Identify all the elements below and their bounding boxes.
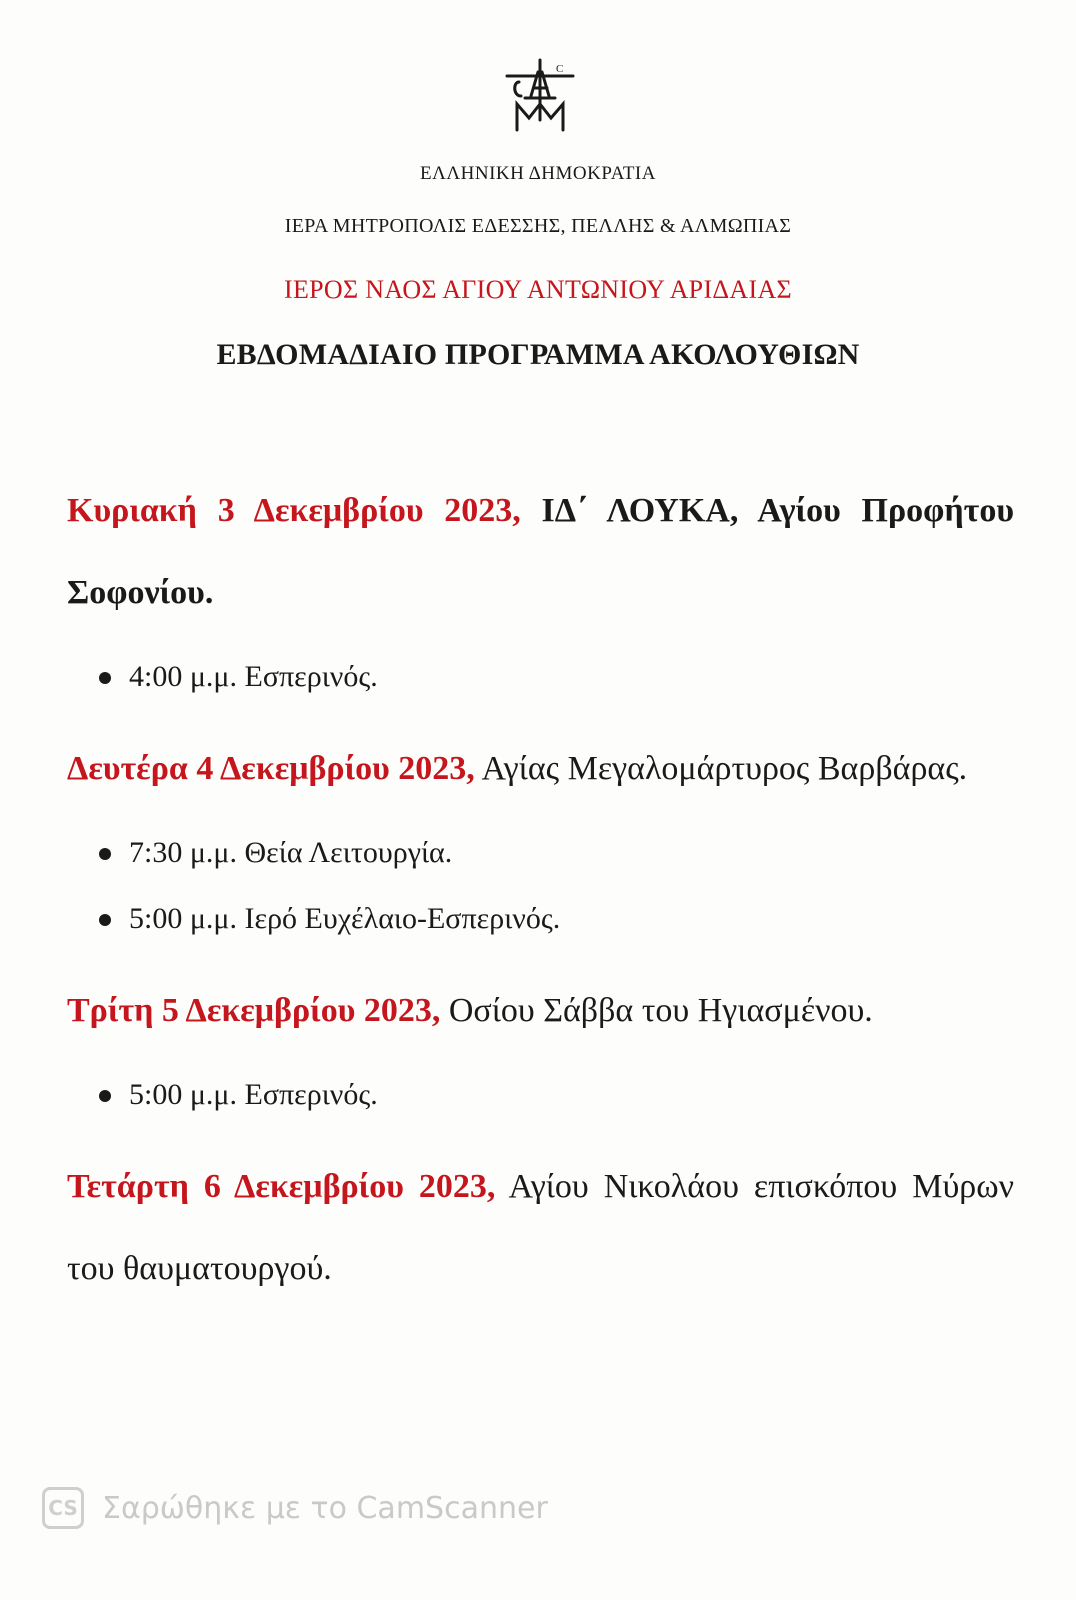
svg-text:C: C [556,63,564,75]
watermark-text: Σαρώθηκε με το CamScanner [102,1490,548,1526]
day-date: Τετάρτη 6 Δεκεμβρίου 2023, [67,1168,496,1205]
service-text: 5:00 μ.μ. Εσπερινός. [129,1078,378,1111]
service-text: 7:30 μ.μ. Θεία Λειτουργία. [129,836,453,869]
bullet-icon [99,914,111,926]
bullet-icon [99,672,111,684]
schedule [67,470,1014,1310]
day-entry-monday [67,728,1014,810]
day-date: Κυριακή 3 Δεκεμβρίου 2023, [67,492,521,529]
bullet-icon [99,1090,111,1102]
day-date: Δευτέρα 4 Δεκεμβρίου 2023, [67,750,475,787]
service-list [67,644,1014,710]
day-title: Αγίου Νικολάου επισκόπου Μύρων του θαυματουργού. [67,1168,1015,1287]
camscanner-logo-icon: CS [42,1487,84,1529]
country-heading: ΕΛΛΗΝΙΚΗ ΔΗΜΟΚΡΑΤΙΑ [420,163,656,184]
day-date: Τρίτη 5 Δεκεμβρίου 2023, [67,992,441,1029]
day-entry-tuesday [67,970,1014,1052]
service-item [67,1062,1014,1128]
metropolis-heading: ΙΕΡΑ ΜΗΤΡΟΠΟΛΙΣ ΕΔΕΣΣΗΣ, ΠΕΛΛΗΣ & ΑΛΜΩΠΙΑΣ [284,215,792,237]
day-title: ΙΔ΄ ΛΟΥΚΑ, Αγίου Προφήτου Σοφονίου. [67,492,1015,611]
service-list [67,820,1014,952]
day-entry-wednesday [67,1146,1014,1310]
service-item [67,820,1014,886]
day-title: Οσίου Σάββα του Ηγιασμένου. [448,992,873,1029]
bullet-icon [99,848,111,860]
cross-monogram-icon [505,58,575,134]
service-list [67,1062,1014,1128]
day-title: Αγίας Μεγαλομάρτυρος Βαρβάρας. [481,750,968,787]
service-item [67,644,1014,710]
church-heading: ΙΕΡΟΣ ΝΑΟΣ ΑΓΙΟΥ ΑΝΤΩΝΙΟΥ ΑΡΙΔΑΙΑΣ [284,275,792,304]
day-entry-sunday [67,470,1014,634]
service-text: 5:00 μ.μ. Ιερό Ευχέλαιο-Εσπερινός. [129,902,561,935]
service-item [67,886,1014,952]
camscanner-watermark [42,1484,548,1532]
service-text: 4:00 μ.μ. Εσπερινός. [129,660,378,693]
page-title: ΕΒΔΟΜΑΔΙΑΙΟ ΠΡΟΓΡΑΜΜΑ ΑΚΟΛΟΥΘΙΩΝ [216,338,860,371]
